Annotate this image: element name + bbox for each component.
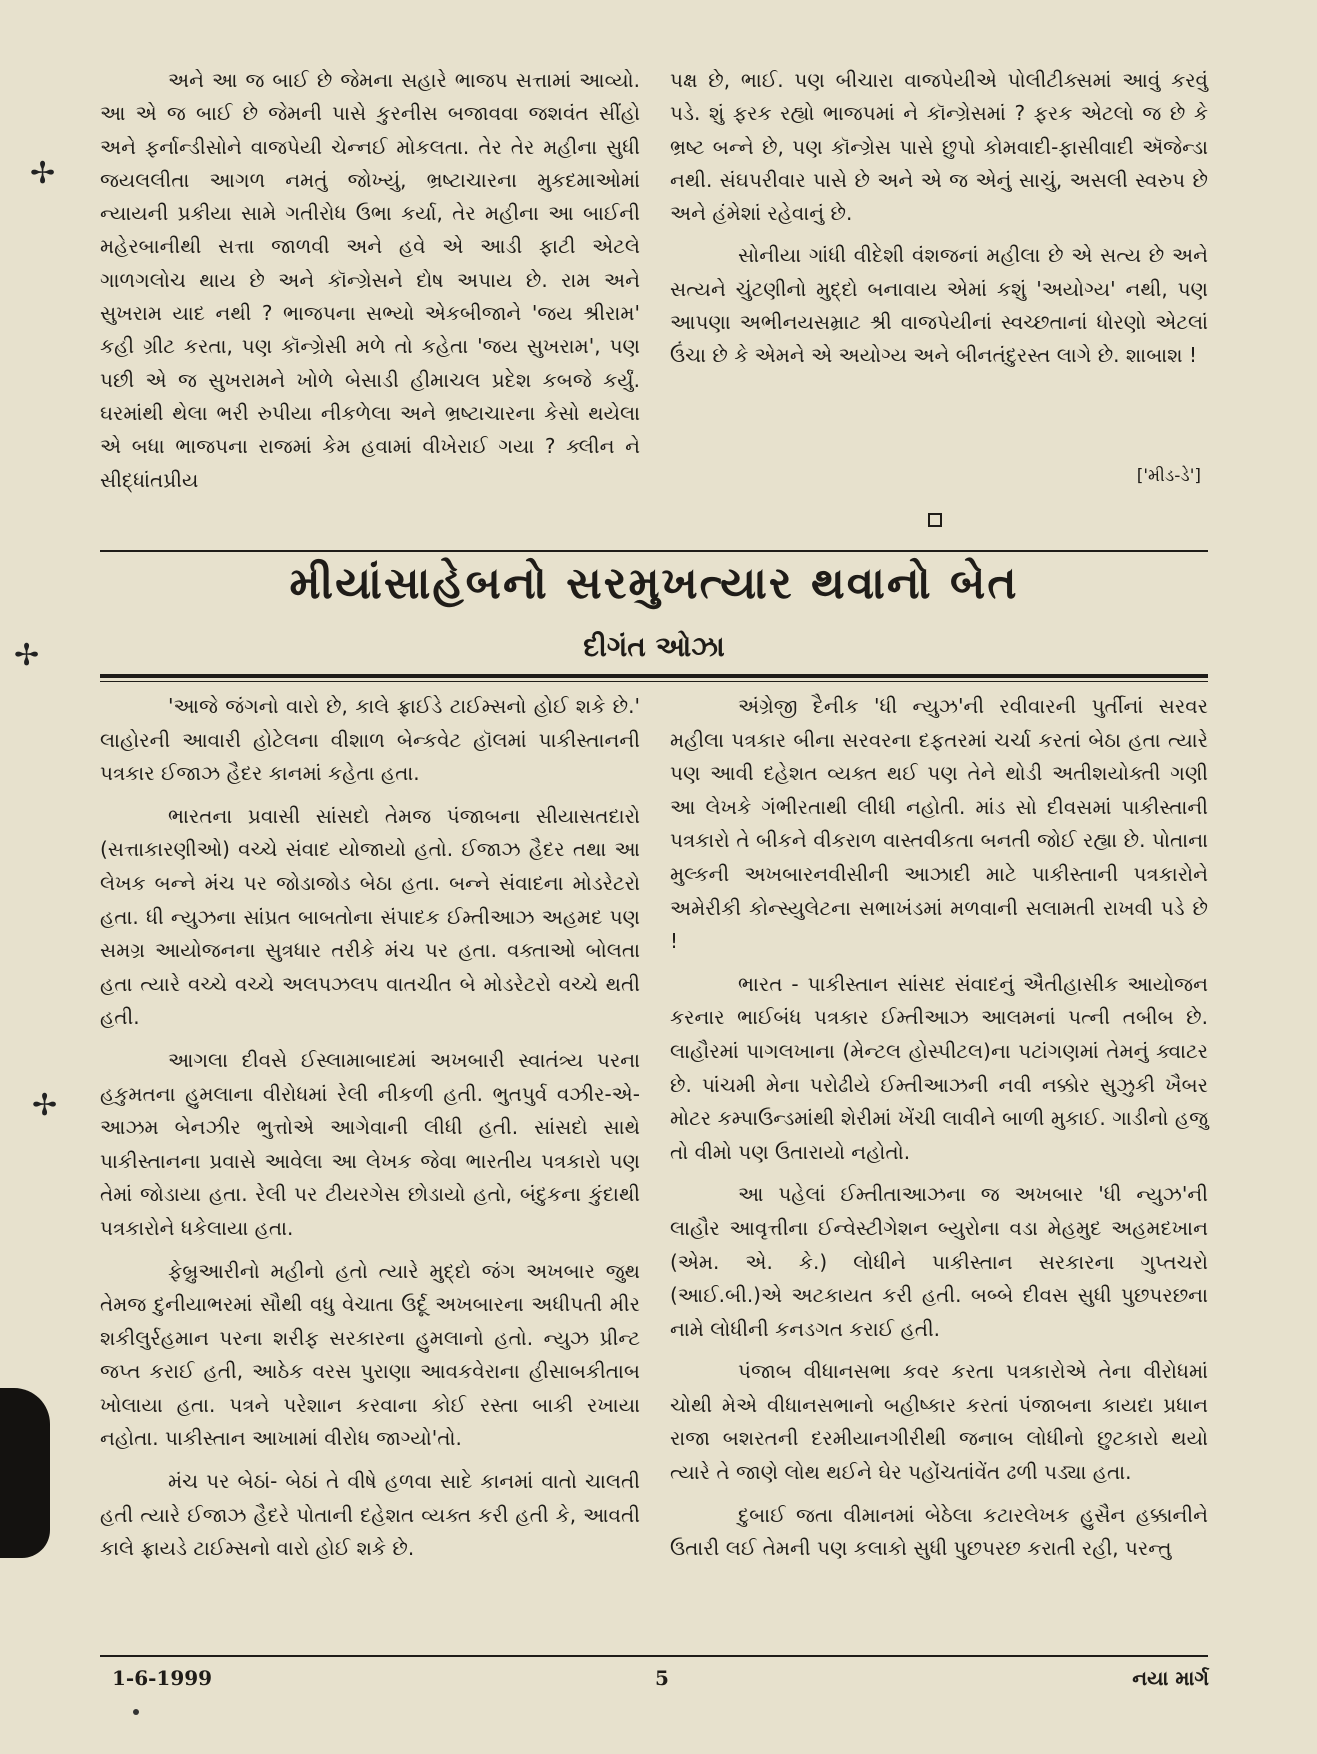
binding-hole-mark: ✢ [14, 638, 40, 673]
article-paragraph: આગલા દીવસે ઈસ્લામાબાદમાં અખબારી સ્વાતંત્ર્ય પરના હકુમતના હુમલાના વીરોધમાં રેલી નીકળી હતી. ભુતપુર્વ વઝીર-એ-આઝમ બેનઝીર ભુત્તોએ આગેવાની લીધી હતી. સાંસદો સાથે પાકીસ્તાનના પ્રવાસે આવેલા આ લેખક જેવા ભારતીય પત્રકારો પણ તેમાં જોડાયા હતા. રેલી પર ટીયરગેસ છોડાયો હતો, બંદુકના કુંદાથી પત્રકારોને ધકેલાયા હતા. [100, 1047, 640, 1240]
ink-dot [133, 1709, 139, 1715]
footer-rule [100, 1655, 1208, 1657]
continued-paragraph: અને આ જ બાઈ છે જેમના સહારે ભાજપ સત્તામાં આવ્યો. આ એ જ બાઈ છે જેમની પાસે કુરનીસ બજાવવા જશવંત સીંહો અને ફર્નાન્ડીસોને વાજપેયી ચેન્નઈ મોકલતા. તેર તેર મહીના સુધી જયલલીતા આગળ નમતું જોખ્યું, ભ્રષ્ટાચારના મુકદમાઓમાં ન્યાયની પ્રકીયા સામે ગતીરોધ ઉભા કર્યા, તેર મહીના આ બાઈની મહેરબાનીથી સત્તા જાળવી અને હવે એ આડી ફાટી એટલે ગાળગલોચ થાય છે અને કૉન્ગ્રેસને દોષ અપાય છે. રામ અને સુખરામ યાદ નથી ? ભાજપના સભ્યો એકબીજાને 'જય શ્રીરામ' કહી ગ્રીટ કરતા, પણ કૉન્ગ્રેસી મળે તો કહેતા 'જય સુખરામ', પણ પછી એ જ સુખરામને ખોળે બેસાડી હીમાચલ પ્રદેશ કબજે કર્યું. ઘરમાંથી થેલા ભરી રુપીયા નીકળેલા અને ભ્રષ્ટાચારના કેસો થયેલા એ બધા ભાજપના રાજમાં કેમ હવામાં વીખેરાઈ ગયા ? ક્લીન ને સીદ્ધાંતપ્રીય [100, 68, 640, 492]
end-of-article-marker [928, 513, 942, 527]
article-paragraph: મંચ પર બેઠાં- બેઠાં તે વીષે હળવા સાદે કાનમાં વાતો ચાલતી હતી ત્યારે ઈજાઝ હૈદરે પોતાની દહેશત વ્યક્ત કરી હતી કે, આવતી કાલે ફ્રાયડે ટાઈમ્સનો વારો હોઈ શકે છે. [100, 1469, 640, 1561]
article-left-column [100, 690, 640, 1566]
continued-paragraph: સોનીયા ગાંધી વીદેશી વંશજનાં મહીલા છે એ સત્ય છે અને સત્યને ચુંટણીનો મુદ્દો બનાવાય એમાં કશું 'અયોગ્ય' નથી, પણ આપણા અભીનયસમ્રાટ શ્રી વાજપેયીનાં સ્વચ્છતાનાં ધોરણો એટલાં ઉંચા છે કે એમને એ અયોગ્ય અને બીનતંદુરસ્ત લાગે છે. શાબાશ ! [670, 243, 1208, 368]
publication-name: નયા માર્ગ [1132, 1666, 1209, 1690]
article-paragraph: પંજાબ વીધાનસભા કવર કરતા પત્રકારોએ તેના વીરોધમાં ચોથી મેએ વીધાનસભાનો બહીષ્કાર કરતાં પંજાબના કાયદા પ્રધાન રાજા બશરતની દરમીયાનગીરીથી જનાબ લોધીનો છુટકારો થયો ત્યારે તે જાણે લોથ થઈને ઘેર પહોંચતાંવેંત ઢળી પડ્યા હતા. [670, 1359, 1208, 1485]
source-credit: ['મીડ-ડે'] [1136, 466, 1201, 486]
article-paragraph: અંગ્રેજી દૈનીક 'ધી ન્યુઝ'ની રવીવારની પુર્તીનાં સરવર મહીલા પત્રકાર બીના સરવરના દફતરમાં ચર્ચા કરતાં બેઠા હતા ત્યારે પણ આવી દહેશત વ્યક્ત થઈ પણ તેને થોડી અતીશયોક્તી ગણી આ લેખકે ગંભીરતાથી લીધી નહોતી. માંડ સો દીવસમાં પાકીસ્તાની પત્રકારો તે બીકને વીકરાળ વાસ્તવીકતા બનતી જોઈ રહ્યા છે. પોતાના મુલ્કની અખબારનવીસીની આઝાદી માટે પાકીસ્તાની પત્રકારોને અમેરીકી કોન્સ્યુલેટના સભાખંડમાં મળવાની સલામતી રાખવી પડે છે ! [670, 694, 1208, 954]
section-divider [100, 550, 1208, 552]
continued-paragraph: પક્ષ છે, ભાઈ. પણ બીચારા વાજપેયીએ પોલીટીક્સમાં આવું કરવું પડે. શું ફરક રહ્યો ભાજપમાં ને કૉન્ગ્રેસમાં ? ફરક એટલો જ છે કે ભ્રષ્ટ બન્ને છે, પણ કૉન્ગ્રેસ પાસે છુપો કોમવાદી-ફાસીવાદી ઍજેન્ડા નથી. સંઘપરીવાર પાસે છે અને એ જ એનું સાચું, અસલી સ્વરુપ છે અને હંમેશાં રહેવાનું છે. [670, 68, 1208, 226]
article-paragraph: આ પહેલાં ઈમ્તીતાઆઝના જ અખબાર 'ધી ન્યુઝ'ની લાહૌર આવૃત્તીના ઈન્વેસ્ટીગેશન બ્યુરોના વડા મેહમુદ અહમદખાન (એમ. એ. કે.) લોધીને પાકીસ્તાન સરકારના ગુપ્તચરો (આઈ.બી.)એ અટકાયત કરી હતી. બબ્બે દીવસ સુધી પુછપરછના નામે લોધીની કનડગત કરાઈ હતી. [670, 1182, 1208, 1341]
article-paragraph: ફેબ્રુઆરીનો મહીનો હતો ત્યારે મુદ્દો જંગ અખબાર જુથ તેમજ દુનીયાભરમાં સૌથી વધુ વેચાતા ઉર્દૂ અખબારના અધીપતી મીર શકીલુર્રહમાન પરના શરીફ સરકારના હુમલાનો હતો. ન્યુઝ પ્રીન્ટ જપ્ત કરાઈ હતી, આઠેક વરસ પુરાણા આવકવેરાના હીસાબકીતાબ ખોલાયા હતા. પત્રને પરેશાન કરવાના કોઈ રસ્તા બાકી રખાયા નહોતા. પાકીસ્તાન આખામાં વીરોધ જાગ્યો'તો. [100, 1258, 640, 1451]
torn-page-edge [0, 1388, 50, 1558]
article-headline: મીયાંસાહેબનો સરમુખત્યાર થવાનો બેત [289, 558, 1019, 609]
page-number: 5 [655, 1666, 669, 1690]
article-paragraph: 'આજે જંગનો વારો છે, કાલે ફ્રાઈડે ટાઈમ્સનો હોઈ શકે છે.' લાહોરની આવારી હોટેલના વીશાળ બેન્કવેટ હૉલમાં પાકીસ્તાનની પત્રકાર ઈજાઝ હૈદર કાનમાં કહેતા હતા. [100, 694, 640, 786]
issue-date: 1-6-1999 [112, 1666, 213, 1690]
article-paragraph: દુબાઈ જતા વીમાનમાં બેઠેલા કટારલેખક હુસૈન હક્કાનીને ઉતારી લઈ તેમની પણ કલાકો સુધી પુછપરછ કરાતી રહી, પરન્તુ [670, 1502, 1208, 1561]
article-paragraph: ભારત - પાકીસ્તાન સાંસદ સંવાદનું ઐતીહાસીક આયોજન કરનાર ભાઈબંધ પત્રકાર ઈમ્તીઆઝ આલમનાં પત્ની તબીબ છે. લાહૌરમાં પાગલખાના (મેન્ટલ હોસ્પીટલ)ના પટાંગણમાં તેમનું ક્વાટર છે. પાંચમી મેના પરોઢીયે ઈમ્તીઆઝની નવી નક્કોર સુઝુકી ખૈબર મોટર કમ્પાઉન્ડમાંથી શેરીમાં ખેંચી લાવીને બાળી મુકાઈ. ગાડીનો હજુ તો વીમો પણ ઉતારાયો નહોતો. [670, 971, 1208, 1164]
headline-rule-thick [100, 674, 1208, 678]
binding-hole-mark: ✢ [30, 156, 56, 191]
article-right-column [670, 690, 1208, 1566]
binding-hole-mark: ✢ [32, 1088, 58, 1123]
continued-left-column [100, 64, 640, 497]
article-paragraph: ભારતના પ્રવાસી સાંસદો તેમજ પંજાબના સીયાસતદારો (સત્તાકારણીઓ) વચ્ચે સંવાદ યોજાયો હતો. ઈજાઝ હૈદર તથા આ લેખક બન્ને મંચ પર જોડાજોડ બેઠા હતા. બન્ને સંવાદના મોડરેટરો હતા. ધી ન્યુઝના સાંપ્રત બાબતોના સંપાદક ઈમ્તીઆઝ અહમદ પણ સમગ્ર આયોજનના સુત્રધાર તરીકે મંચ પર હતા. વક્તાઓ બોલતા હતા ત્યારે વચ્ચે વચ્ચે અલપઝલપ વાતચીત બે મોડરેટરો વચ્ચે થતી હતી. [100, 803, 640, 1030]
article-author: દીગંત ઓઝા [583, 630, 725, 663]
continued-right-column [670, 64, 1208, 373]
headline-rule-thin [100, 681, 1208, 682]
